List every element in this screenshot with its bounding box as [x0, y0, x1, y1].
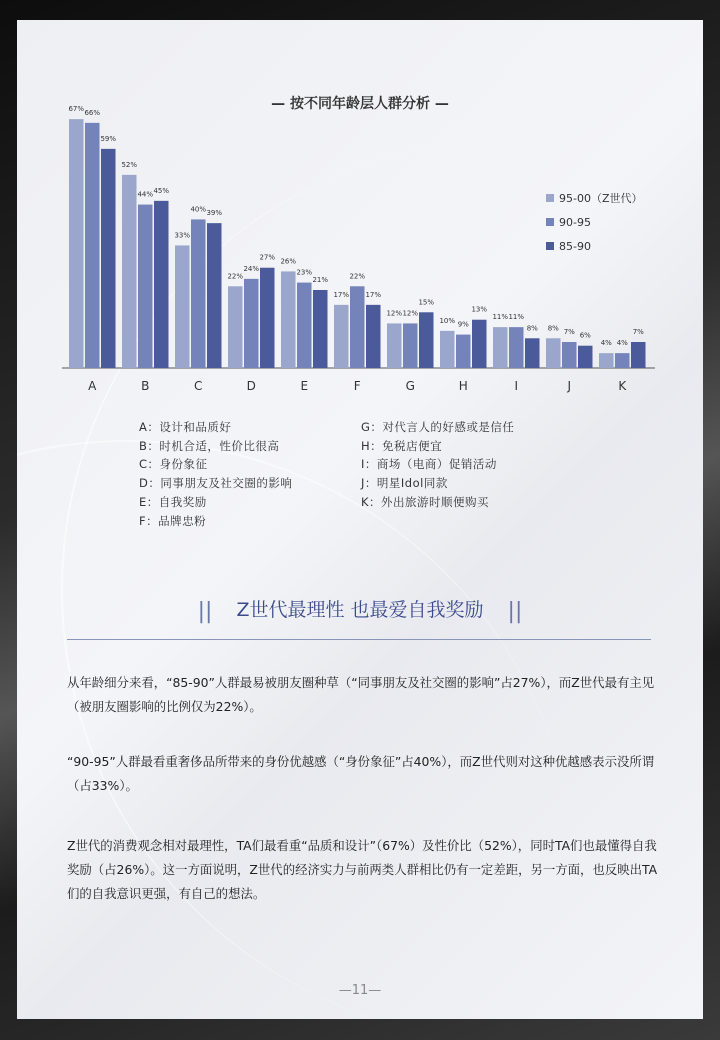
bar [350, 286, 365, 368]
legend-label: 90-95 [559, 215, 591, 229]
x-tick-label: J [567, 379, 572, 393]
bar [562, 342, 577, 368]
paragraph: Z世代的消费观念相对最理性，TA们最看重“品质和设计”（67%）及性价比（52%），同时TA们也最懂得自我奖励（占26%）。这一方面说明，Z世代的经济实力与前两类人群相比仍有一定差距，另一方面，也反映出TA们的自我意识更强，有自己的想法。 [67, 838, 658, 901]
data-label: 66% [84, 108, 101, 117]
data-label: 17% [365, 290, 382, 299]
category-key: J：明星Idol同款 [361, 476, 448, 491]
bar [313, 290, 328, 368]
data-label: 11% [492, 313, 509, 322]
legend-swatch [546, 218, 554, 226]
bar [228, 286, 243, 368]
bar [387, 323, 402, 368]
category-key: G：对代言人的好感或是信任 [361, 420, 515, 434]
data-label: 12% [402, 309, 419, 318]
legend-item [546, 234, 643, 258]
bar [207, 223, 222, 368]
data-label: 8% [547, 324, 559, 333]
category-key: B：时机合适，性价比很高 [139, 438, 280, 453]
legend-item [546, 186, 643, 210]
data-label: 15% [418, 298, 435, 307]
legend-item [546, 210, 643, 234]
section-mark-right: || [507, 599, 523, 624]
category-key-list-right [361, 418, 514, 512]
data-label: 44% [137, 190, 154, 199]
bar [546, 338, 561, 368]
bar [493, 327, 508, 368]
paragraph: “90-95”人群最看重奢侈品所带来的身份优越感（“身份象征”占40%），而Z世代则对这种优越感表示没所谓（占33%）。 [67, 754, 655, 793]
section-mark-left: || [197, 599, 213, 624]
bar [578, 346, 593, 368]
legend-swatch [546, 194, 554, 202]
x-tick-label: G [405, 379, 415, 393]
data-label: 12% [386, 309, 403, 318]
section-title-text: Z世代最理性 也最爱自我奖励 [236, 599, 484, 621]
data-label: 40% [190, 205, 207, 214]
data-label: 33% [174, 231, 191, 240]
category-key-list-left [139, 418, 292, 530]
data-label: 6% [579, 331, 591, 340]
data-label: 4% [616, 339, 628, 348]
bar [525, 338, 540, 368]
category-key: A：设计和品质好 [139, 420, 232, 434]
legend-label: 95-00（Z世代） [559, 192, 643, 205]
category-key: C：身份象征 [139, 457, 208, 472]
data-label: 26% [280, 257, 297, 266]
bar [101, 149, 116, 368]
x-tick-label: E [300, 379, 309, 393]
bar [154, 201, 169, 368]
bar [631, 342, 646, 368]
x-tick-label: D [246, 379, 256, 393]
bar [615, 353, 630, 368]
data-label: 11% [508, 313, 525, 322]
data-label: 17% [333, 290, 350, 299]
data-label: 21% [312, 276, 329, 284]
bar [69, 119, 84, 368]
bar [419, 312, 434, 368]
chart-legend [546, 186, 643, 258]
bar [509, 327, 524, 368]
x-tick-label: H [458, 379, 468, 393]
data-label: 4% [600, 339, 612, 348]
bar [334, 305, 349, 368]
data-label: 10% [439, 316, 456, 325]
bar [281, 271, 296, 368]
bar [297, 283, 312, 368]
data-label: 59% [100, 134, 117, 143]
chart-title: — 按不同年龄层人群分析 — [271, 96, 449, 112]
data-label: 67% [68, 105, 85, 114]
bar [191, 219, 206, 368]
data-label: 7% [563, 328, 575, 336]
data-label: 13% [471, 305, 488, 314]
data-label: 8% [526, 324, 538, 333]
x-tick-label: C [194, 379, 203, 393]
section-heading [17, 595, 703, 624]
divider [67, 639, 651, 640]
category-key: D：同事朋友及社交圈的影响 [139, 476, 293, 491]
bar [472, 320, 487, 368]
data-label: 7% [632, 328, 644, 336]
bar [85, 123, 100, 368]
x-tick-label: A [88, 379, 97, 393]
legend-label: 85-90 [559, 239, 591, 253]
bar [138, 205, 153, 368]
paragraph: 从年龄细分来看，“85-90”人群最易被朋友圈种草（“同事朋友及社交圈的影响”占27%），而Z世代最有主见（被朋友圈影响的比例仅为22%）。 [67, 675, 655, 714]
data-label: 52% [121, 160, 138, 169]
category-key: F：品牌忠粉 [139, 513, 207, 528]
data-label: 45% [153, 186, 170, 195]
bar [175, 245, 190, 368]
bar [440, 331, 455, 368]
x-tick-label: B [141, 379, 150, 393]
category-key: E：自我奖励 [139, 494, 207, 509]
document-sheet [17, 20, 703, 1019]
data-label: 22% [227, 272, 244, 281]
page-number: —11— [338, 983, 382, 998]
category-key: H：免税店便宜 [361, 438, 443, 453]
data-label: 27% [259, 253, 276, 262]
data-label: 9% [457, 320, 469, 329]
data-label: 22% [349, 272, 366, 281]
bar [456, 335, 471, 368]
x-tick-label: K [618, 379, 627, 393]
bar [366, 305, 381, 368]
data-label: 39% [206, 209, 223, 218]
bar [244, 279, 259, 368]
bar [260, 268, 275, 368]
data-label: 23% [296, 268, 313, 277]
bar [599, 353, 614, 368]
data-label: 24% [243, 264, 260, 273]
category-key: I：商场（电商）促销活动 [361, 457, 497, 472]
x-tick-label: F [353, 379, 361, 393]
x-tick-label: I [514, 379, 519, 393]
category-key: K：外出旅游时顺便购买 [361, 494, 490, 509]
legend-swatch [546, 242, 554, 250]
bar [403, 323, 418, 368]
bar [122, 175, 137, 368]
